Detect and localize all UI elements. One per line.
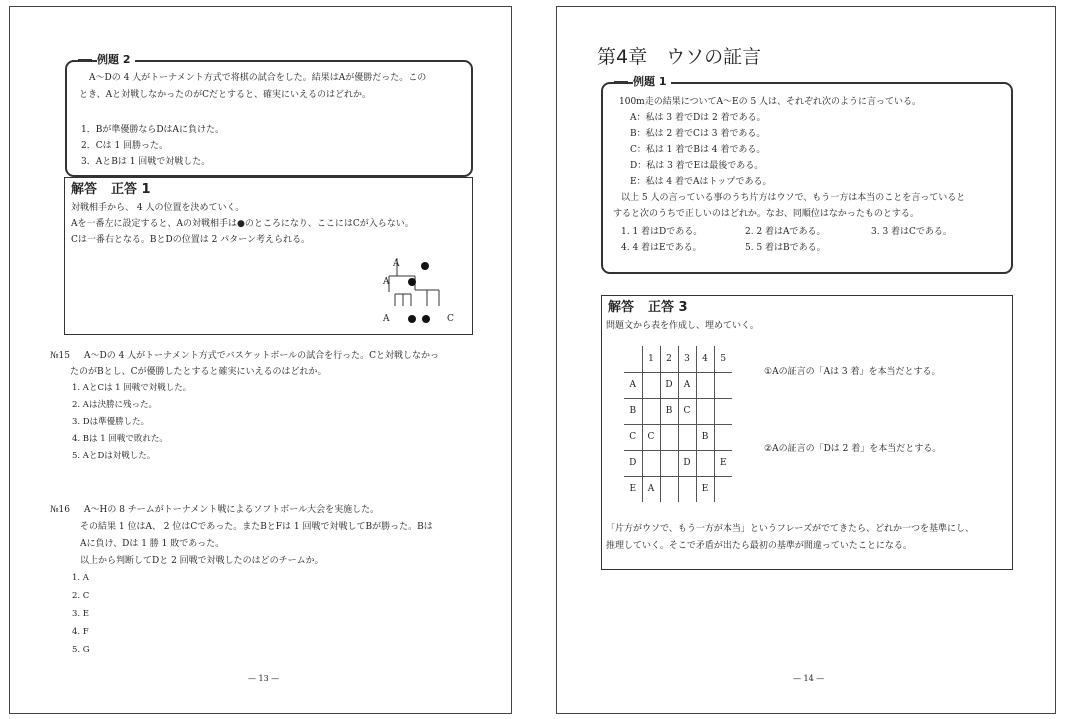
table-cell: E: [696, 476, 714, 502]
answer-box-right: [601, 295, 1013, 570]
statement-e: E：私は 4 着でAはトップである。: [630, 177, 772, 187]
table-cell: [714, 372, 732, 398]
table-cell: [660, 424, 678, 450]
q16-choice-3: 3. E: [72, 609, 90, 619]
diagram-label-a3: A: [383, 314, 390, 324]
q15-choice-2: 2. Aは決勝に残った。: [72, 400, 157, 410]
diagram-label-a1: A: [393, 259, 400, 269]
q15-text-1: A～Dの 4 人がトーナメント方式でバスケットボールの試合を行った。Cと対戦しなかっ: [84, 351, 440, 361]
statement-c: C：私は 1 着でBは 4 着である。: [630, 145, 766, 155]
table-cell: [660, 476, 678, 502]
table-cell: [696, 372, 714, 398]
answer-heading-left: [71, 181, 151, 199]
example-2-heading: 例題 2: [97, 52, 135, 68]
answer-result: 正答 3: [648, 300, 688, 315]
example-1-text-2: すると次のうちで正しいのはどれか。なお、同順位はなかったものとする。: [613, 209, 919, 219]
example-1-choice-5: 5. 5 着はBである。: [745, 243, 826, 253]
table-cell: D: [678, 450, 696, 476]
dot-icon: [408, 315, 416, 323]
dot-icon: [421, 262, 429, 270]
table-cell: 3: [678, 346, 696, 372]
table-cell: D: [624, 450, 642, 476]
table-cell: A: [678, 372, 696, 398]
q15-text-2: たのがBとし、Cが優勝したとすると確実にいえるのはどれか。: [70, 367, 327, 377]
table-cell: [660, 450, 678, 476]
q16-text-4: 以上から判断してDと 2 回戦で対戦したのはどのチームか。: [80, 556, 324, 566]
table-cell: 1: [642, 346, 660, 372]
q16-text-2: その結果 1 位はA、 2 位はCであった。またBとFは 1 回戦で対戦してBが勝った。Bは: [80, 522, 433, 532]
q16-choice-2: 2. C: [72, 591, 90, 601]
q16-choice-1: 1. A: [72, 573, 89, 583]
q15-choice-1: 1. AとCは 1 回戦で対戦した。: [72, 383, 192, 393]
answer-text-1: 対戦相手から、 4 人の位置を決めていく。: [71, 203, 245, 213]
table-cell: [696, 450, 714, 476]
table-header-row: [624, 346, 732, 372]
answer-text-3: Cは一番右となる。BとDの位置は 2 パターン考えられる。: [71, 235, 310, 245]
q16-choice-4: 4. F: [72, 627, 89, 637]
table-cell: C: [642, 424, 660, 450]
example-2-text-2: とき、Aと対戦しなかったのがCだとすると、確実にいえるのはどれか。: [79, 90, 372, 100]
answer-box-left: [64, 177, 473, 335]
table-cell: 4: [696, 346, 714, 372]
example-2-choice-2: 2．Cは 1 回勝った。: [81, 141, 169, 151]
answer-result: 正答 1: [111, 182, 151, 197]
table-cell: [624, 346, 642, 372]
table-cell: E: [624, 476, 642, 502]
diagram-label-c: C: [447, 314, 454, 324]
table-cell: B: [660, 398, 678, 424]
table-cell: C: [678, 398, 696, 424]
answer-intro: 問題文から表を作成し、埋めていく。: [606, 321, 759, 331]
table-cell: 2: [660, 346, 678, 372]
table-row: [624, 476, 732, 502]
chapter-title: 第4章 ウソの証言: [597, 46, 762, 68]
table-row: [624, 398, 732, 424]
dot-icon: [408, 278, 416, 286]
answer-label: 解答: [71, 182, 98, 197]
closing-text-1: 「片方がウソで、もう一方が本当」というフレーズがでてきたら、どれか一つを基準にし、: [606, 524, 975, 534]
answer-text-2: Aを一番左に設定すると、Aの対戦相手は●のところになり、ここにはCが入らない。: [71, 219, 414, 229]
q15-number: №15: [50, 351, 70, 361]
page-13: [9, 6, 512, 714]
example-2-choice-3: 3．AとBは 1 回戦で対戦した。: [81, 157, 211, 167]
diagram-label-a2: A: [383, 277, 390, 287]
page-14: [556, 6, 1056, 714]
q15-choice-4: 4. Bは 1 回戦で敗れた。: [72, 434, 168, 444]
table-cell: E: [714, 450, 732, 476]
table-cell: C: [624, 424, 642, 450]
example-1-choice-3: 3. 3 着はCである。: [871, 227, 952, 237]
q15-choice-5: 5. AとDは対戦した。: [72, 451, 156, 461]
example-1-box: [601, 75, 1013, 274]
table-cell: [714, 424, 732, 450]
example-1-choice-1: 1. 1 着はDである。: [621, 227, 703, 237]
table-cell: [714, 476, 732, 502]
table-cell: A: [624, 372, 642, 398]
example-2-choice-1: 1．Bが準優勝ならDはAに負けた。: [81, 125, 225, 135]
answer-note-1: ①Aの証言の「Aは 3 着」を本当だとする。: [764, 367, 941, 377]
ranking-table: [624, 346, 732, 502]
table-cell: [678, 424, 696, 450]
table-row: [624, 372, 732, 398]
example-1-choice-4: 4. 4 着はEである。: [621, 243, 702, 253]
table-cell: [642, 398, 660, 424]
closing-text-2: 推理していく。そこで矛盾が出たら最初の基準が間違っていたことになる。: [606, 541, 912, 551]
q16-text-3: Aに負け、Dは 1 勝 1 敗であった。: [80, 539, 225, 549]
example-1-heading: 例題 1: [633, 74, 671, 90]
example-2-box: [65, 53, 473, 177]
table-cell: D: [660, 372, 678, 398]
dot-icon: [422, 315, 430, 323]
example-1-intro: 100m走の結果についてA～Eの 5 人は、それぞれ次のように言っている。: [619, 97, 922, 107]
table-cell: [678, 476, 696, 502]
answer-note-2: ②Aの証言の「Dは 2 着」を本当だとする。: [764, 444, 942, 454]
q16-number: №16: [50, 505, 70, 515]
table-cell: 5: [714, 346, 732, 372]
page-number-13: — 13 —: [248, 674, 280, 683]
example-2-text-1: A～Dの 4 人がトーナメント方式で将棋の試合をした。結果はAが優勝だった。この: [89, 73, 427, 83]
table-cell: [696, 398, 714, 424]
q15-choice-3: 3. Dは準優勝した。: [72, 417, 150, 427]
q16-choice-5: 5. G: [72, 645, 90, 655]
statement-b: B：私は 2 着でCは 3 着である。: [630, 129, 766, 139]
q16-text-1: A～Hの 8 チームがトーナメント戦によるソフトボール大会を実施した。: [84, 505, 380, 515]
table-row: [624, 450, 732, 476]
table-cell: A: [642, 476, 660, 502]
page-number-14: — 14 —: [793, 674, 825, 683]
answer-heading-right: [608, 299, 688, 317]
table-cell: B: [624, 398, 642, 424]
table-cell: [714, 398, 732, 424]
table-row: [624, 424, 732, 450]
statement-d: D：私は 3 着でEは最後である。: [630, 161, 764, 171]
table-cell: [642, 372, 660, 398]
statement-a: A：私は 3 着でDは 2 着である。: [630, 113, 766, 123]
table-cell: [642, 450, 660, 476]
answer-label: 解答: [608, 300, 635, 315]
example-1-choice-2: 2. 2 着はAである。: [745, 227, 826, 237]
example-1-text-1: 以上 5 人の言っている事のうち片方はウソで、もう一方は本当のことを言っていると: [621, 193, 966, 203]
table-cell: B: [696, 424, 714, 450]
